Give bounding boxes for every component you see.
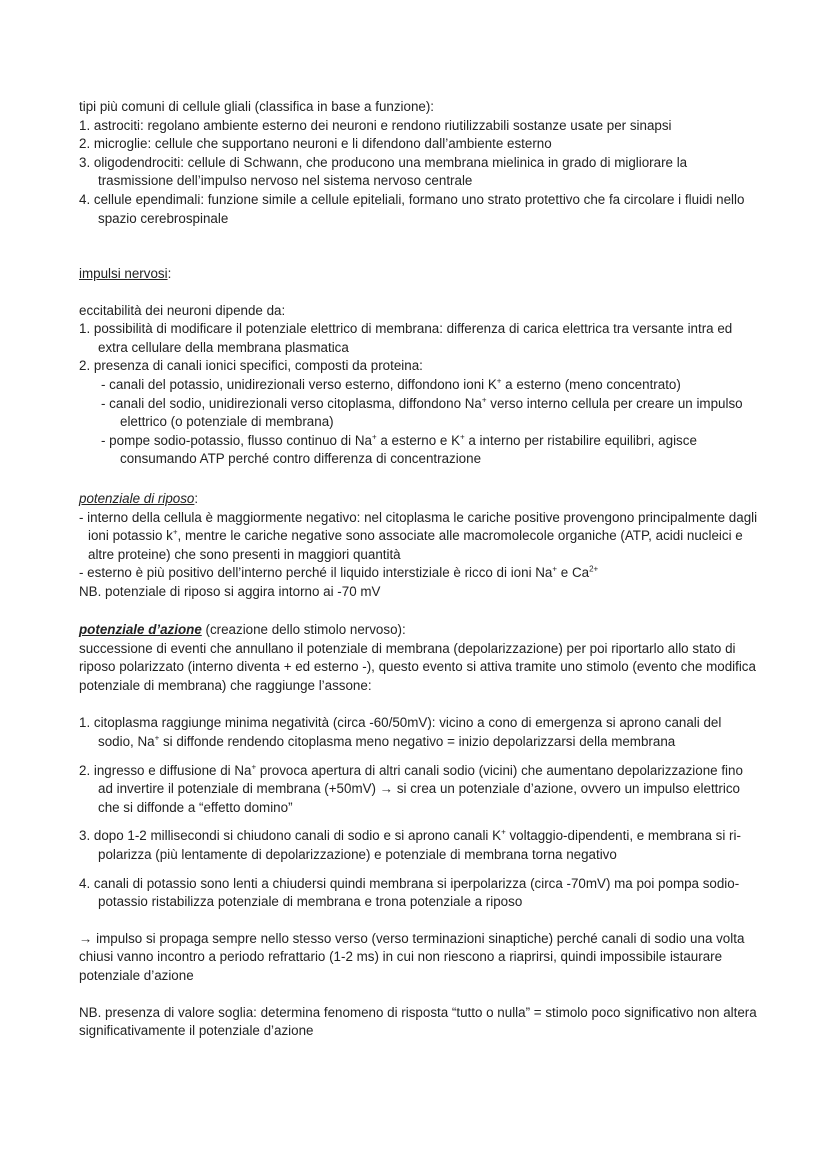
impulsi-sub-potassio — [79, 376, 759, 395]
riposo-heading: potenziale di riposo — [79, 491, 195, 506]
azione-intro: successione di eventi che annullano il potenziale di membrana (depolarizzazione) per poi riportarlo allo stato di riposo polarizzato (interno diventa + ed esterno -), questo evento si attiva tramite uno stimolo (evento che modifica potenziale di membrana) che raggiunge l’assone: — [79, 640, 756, 693]
charge-sup: 2+ — [589, 564, 599, 574]
heading-colon: : — [194, 491, 199, 506]
glia-intro: tipi più comuni di cellule gliali (classifica in base a funzione): — [79, 99, 435, 114]
azione-heading-rest: (creazione dello stimolo nervoso): — [201, 622, 406, 637]
azione-step-4: 4. canali di potassio sono lenti a chiudersi quindi membrana si iperpolarizza (circa -70mV) ma poi pompa sodio-potassio ristabilizza potenziale di membrana e trona potenziale a riposo — [79, 875, 740, 910]
charge-sup: + — [496, 376, 502, 386]
text: 1. citoplasma raggiunge minima negatività (circa -60/50mV): vicino a cono di emergenza si aprono canali del sodio, Na — [79, 715, 722, 749]
riposo-heading-line — [79, 490, 759, 509]
impulsi-section — [79, 265, 759, 469]
impulsi-sub-pompe — [79, 432, 759, 469]
riposo-section — [79, 490, 759, 602]
riposo-line-esterno — [79, 564, 759, 583]
text: verso interno cellula per creare un impulso elettrico (o potenziale di membrana) — [120, 395, 743, 430]
riposo-line-interno — [79, 509, 759, 565]
glia-item-astrociti: 1. astrociti: regolano ambiente esterno dei neuroni e rendono riutilizzabili sostanze usate per sinapsi — [79, 117, 672, 133]
glia-item-ependimali: 4. cellule ependimali: funzione simile a cellule epiteliali, formano uno strato protettivo che fa circolare i fluidi nello spazio cerebrospinale — [79, 191, 745, 226]
impulsi-sub-sodio — [79, 395, 759, 432]
charge-sup: + — [371, 432, 377, 442]
text: a interno per ristabilire equilibri, agisce consumando ATP perché contro differenza di concentrazione — [120, 432, 697, 467]
text: a esterno (meno concentrato) — [501, 376, 681, 392]
azione-step-2 — [79, 762, 759, 818]
text: , mentre le cariche negative sono associate alle macromolecole organiche (ATP, acidi nucleici e altre proteine) che sono presenti in maggiori quantità — [88, 528, 743, 562]
text: a esterno e K — [376, 432, 460, 448]
glia-item-oligodendrociti: 3. oligodendrociti: cellule di Schwann, che producono una membrana mielinica in grado di migliorare la trasmissione dell’impulso nervoso nel sistema nervoso centrale — [79, 154, 688, 189]
text: 2. ingresso e diffusione di Na — [79, 762, 252, 778]
text: voltaggio-dipendenti, e membrana si ri-polarizza (più lentamente di depolarizzazione) e potenziale di membrana torna negativo — [98, 828, 741, 862]
azione-heading: potenziale d’azione — [79, 622, 202, 637]
impulsi-intro: eccitabilità dei neuroni dipende da: — [79, 302, 286, 318]
azione-section — [79, 621, 759, 1041]
azione-step-1 — [79, 714, 759, 751]
charge-sup: + — [251, 762, 257, 772]
impulsi-heading: impulsi nervosi — [79, 266, 168, 281]
impulsi-item-1: 1. possibilità di modificare il potenziale elettrico di membrana: differenza di carica elettrica tra versante intra ed extra cellulare della membrana plasmatica — [79, 321, 733, 355]
heading-colon: : — [167, 266, 172, 281]
charge-sup: + — [460, 432, 465, 442]
charge-sup: + — [552, 564, 558, 574]
charge-sup: + — [501, 827, 506, 837]
azione-propagation: → impulso si propaga sempre nello stesso verso (verso terminazioni sinaptiche) perché canali di sodio una volta chiusi vanno incontro a periodo refrattario (1-2 ms) in cui non riescono a riaprirsi, quindi impossibile istaurare potenziale d’azione — [79, 930, 745, 983]
text: - canali del potassio, unidirezionali verso esterno, diffondono ioni K — [101, 376, 497, 392]
text: - esterno è più positivo dell’interno perché il liquido interstiziale è ricco di ioni Na — [79, 565, 553, 581]
glia-item-microglie: 2. microglie: cellule che supportano neuroni e li difendono dall’ambiente esterno — [79, 136, 552, 152]
text: si diffonde rendendo citoplasma meno negativo = inizio depolarizzarsi della membrana — [159, 733, 676, 749]
text: e Ca — [557, 565, 590, 581]
text: provoca apertura di altri canali sodio (vicini) che aumentano depolarizzazione fino ad invertire il potenziale di membrana (+50mV) → si crea un potenziale d’azione, ovvero un impulso elettrico che si diffonde a “effetto domino” — [98, 762, 743, 815]
charge-sup: + — [154, 733, 160, 743]
impulsi-heading-line — [79, 265, 759, 284]
charge-sup: + — [172, 527, 178, 537]
azione-step-3 — [79, 827, 759, 864]
text: - canali del sodio, unidirezionali verso citoplasma, diffondono Na — [101, 395, 482, 411]
charge-sup: + — [481, 395, 487, 405]
glia-section — [79, 98, 759, 228]
text: 3. dopo 1-2 millisecondi si chiudono canali di sodio e si aprono canali K — [79, 828, 502, 844]
riposo-nb: NB. potenziale di riposo si aggira intorno ai -70 mV — [79, 583, 381, 599]
azione-heading-line — [79, 621, 759, 640]
azione-nb: NB. presenza di valore soglia: determina fenomeno di risposta “tutto o nulla” = stimolo poco significativo non altera significativamente il potenziale d’azione — [79, 1004, 757, 1039]
text: - pompe sodio-potassio, flusso continuo di Na — [101, 432, 372, 448]
impulsi-item-2: 2. presenza di canali ionici specifici, composti da proteina: — [79, 358, 423, 374]
text: - interno della cellula è maggiormente negativo: nel citoplasma le cariche positive provengono principalmente dagli ioni potassio k — [79, 509, 758, 544]
